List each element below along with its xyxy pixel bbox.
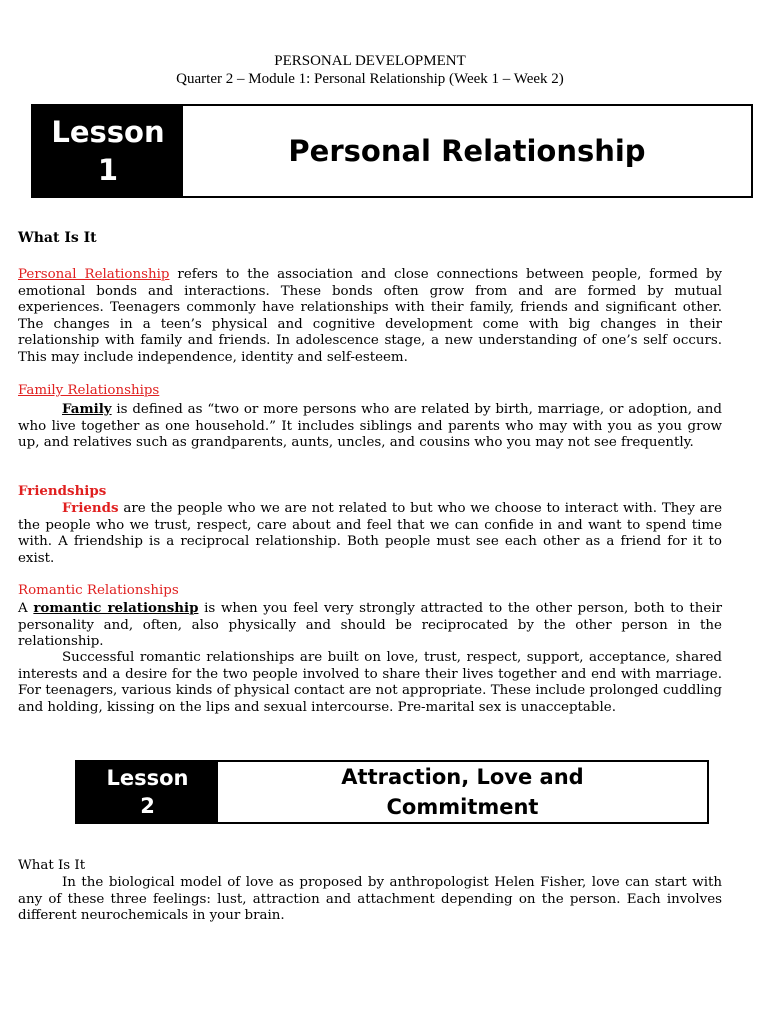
romantic-text-1: is when you feel very strongly attracted to the other person, both to their personality and, often, also physically and should be reciprocated by the other person in the relationship.	[18, 601, 723, 650]
lesson1-number: 1	[97, 153, 119, 187]
lesson2-number: 2	[140, 794, 155, 818]
friendships-heading: Friendships	[18, 483, 107, 499]
family-paragraph	[18, 401, 722, 452]
section2-paragraph: In the biological model of love as proposed by anthropologist Helen Fisher, love can start with any of these three feelings: lust, attraction and attachment depending on the person. Each involves different neurochemicals in your brain.	[18, 875, 722, 924]
lesson2-title	[218, 762, 707, 822]
term-family: Family	[62, 401, 112, 417]
lesson2-label	[77, 762, 218, 822]
family-heading: Family Relationships	[18, 383, 160, 398]
romantic-paragraph-1	[18, 600, 722, 651]
module-subtitle: Quarter 2 – Module 1: Personal Relationship (Week 1 – Week 2)	[176, 71, 564, 87]
section2-heading: What Is It	[18, 858, 86, 873]
term-romantic-relationship: romantic relationship	[33, 600, 199, 616]
term-friends: Friends	[62, 500, 119, 516]
lesson1-label	[33, 106, 183, 196]
lesson2-title-line2: Commitment	[386, 795, 539, 819]
romantic-lead: A	[18, 601, 34, 616]
section1-text: refers to the association and close connections between people, formed by emotional bonds and interactions. These bonds often grow from and are formed by mutual experiences. Teenagers commonly have relationships with their family, friends and significant other. The changes in a teen’s physical and cognitive development come with big changes in their relationship with family and friends. In adolescence stage, a new understanding of one’s self occurs. This may include independence, identity and self-esteem.	[18, 267, 722, 365]
lesson1-banner	[31, 104, 753, 198]
lesson1-word: Lesson	[51, 115, 165, 149]
lesson2-title-line1: Attraction, Love and	[341, 765, 584, 789]
lesson2-word: Lesson	[106, 766, 189, 790]
section1-paragraph	[18, 267, 722, 367]
lesson1-title: Personal Relationship	[288, 134, 646, 168]
friendships-text: are the people who we are not related to but who we choose to interact with. They are the people who we trust, respect, care about and feel that we can confide in and want to spend time with. A friendship is a reciprocal relationship. Both people must see each other as a friend for it to exist.	[18, 501, 722, 566]
family-text: is defined as “two or more persons who are related by birth, marriage, or adoption, and who live together as one household.” It includes siblings and parents who may with you as you grow up, and relatives such as grandparents, aunts, uncles, and cousins who you may not see frequently.	[18, 402, 722, 451]
lesson2-banner	[75, 760, 709, 824]
document-header	[0, 52, 740, 88]
term-personal-relationship: Personal Relationship	[18, 267, 170, 282]
romantic-heading: Romantic Relationships	[18, 583, 179, 598]
section1-heading: What Is It	[18, 230, 97, 246]
subject-title: PERSONAL DEVELOPMENT	[274, 53, 466, 69]
romantic-paragraph-2: Successful romantic relationships are built on love, trust, respect, support, acceptance, shared interests and a desire for the two people involved to share their lives together and end with marriage. For teenagers, various kinds of physical contact are not appropriate. These include prolonged cuddling and holding, kissing on the lips and sexual intercourse. Pre-marital sex is unacceptable.	[18, 650, 722, 715]
friendships-paragraph	[18, 500, 722, 567]
